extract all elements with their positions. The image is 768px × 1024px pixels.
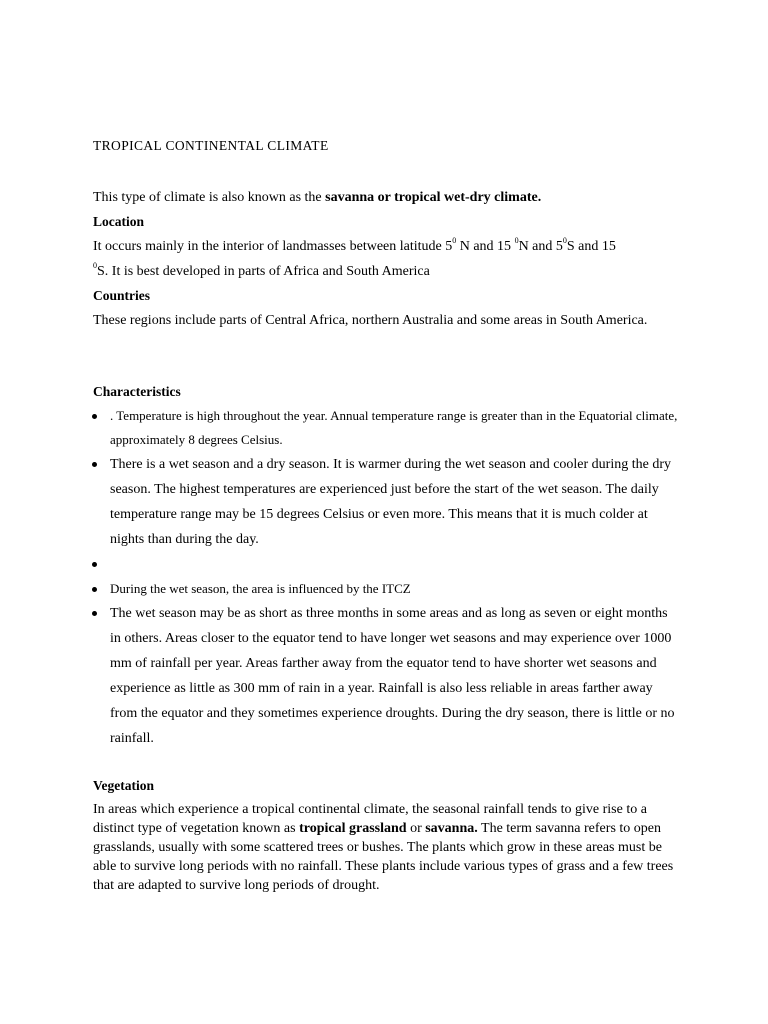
location-text-1: It occurs mainly in the interior of landmasses between latitude 5 <box>93 239 453 254</box>
vegetation-bold-1: tropical grassland <box>299 821 407 836</box>
vegetation-text-2: or <box>406 821 426 836</box>
location-heading: Location <box>93 214 145 229</box>
bullet-icon <box>92 611 97 616</box>
list-item-text: There is a wet season and a dry season. It is warmer during the wet season and cooler during the dry season. The highest temperatures are experienced just before the start of the wet season. The daily temperature range may be 15 degrees Celsius or even more. This means that it is much colder at nights than during the day. <box>110 457 671 547</box>
list-item <box>93 601 678 751</box>
list-item-text: During the wet season, the area is influenced by the ITCZ <box>110 581 411 596</box>
intro-text: This type of climate is also known as the <box>93 190 326 205</box>
countries-heading: Countries <box>93 288 150 303</box>
location-paragraph <box>93 234 678 284</box>
characteristics-list <box>93 404 678 751</box>
vegetation-text-3: The term savanna refers to open grasslands, usually with some scattered trees or bushes. The plants which grow in these areas must be able to survive long periods with no rainfall. These plants include various types of grass and a few trees that are adapted to survive long periods of drought. <box>93 821 674 893</box>
degree-sup-1: 0 <box>452 236 457 245</box>
list-item <box>93 577 678 601</box>
vegetation-heading: Vegetation <box>93 778 154 793</box>
list-item <box>93 404 678 452</box>
bullet-icon <box>92 462 97 467</box>
characteristics-heading: Characteristics <box>93 384 181 399</box>
vegetation-text-1: In areas which experience a tropical continental climate, the seasonal rainfall tends to give rise to a distinct type of vegetation known as <box>93 802 647 836</box>
list-item <box>93 552 678 577</box>
location-text-5: S. It is best developed in parts of Africa and South America <box>97 264 430 279</box>
list-item-text: . Temperature is high throughout the year. Annual temperature range is greater than in the Equatorial climate, approximately 8 degrees Celsius. <box>110 408 678 447</box>
countries-paragraph: These regions include parts of Central Africa, northern Australia and some areas in South America. <box>93 313 648 328</box>
degree-sup-3: 0 <box>562 236 567 245</box>
list-item-text: The wet season may be as short as three months in some areas and as long as seven or eight months in others. Areas closer to the equator tend to have longer wet seasons and may experience over 1000 mm of rainfall per year. Areas farther away from the equator tend to have shorter wet seasons and experience as little as 300 mm of rain in a year. Rainfall is also less reliable in areas farther away from the equator and they sometimes experience droughts. During the dry season, there is little or no rainfall. <box>110 606 675 746</box>
location-text-2: N and 15 <box>456 239 515 254</box>
bullet-icon <box>92 587 97 592</box>
degree-sup-4: 0 <box>93 261 97 270</box>
intro-bold: savanna or tropical wet-dry climate. <box>325 190 542 205</box>
degree-sup-2: 0 <box>514 236 519 245</box>
intro-paragraph <box>93 185 678 210</box>
bullet-icon <box>92 562 97 567</box>
bullet-icon <box>92 414 97 419</box>
location-text-3: N and 5 <box>518 239 563 254</box>
document-title: TROPICAL CONTINENTAL CLIMATE <box>93 138 329 153</box>
vegetation-paragraph <box>93 800 678 895</box>
list-item <box>93 452 678 552</box>
vegetation-bold-2: savanna. <box>425 821 478 836</box>
location-text-4: S and 15 <box>566 239 616 254</box>
